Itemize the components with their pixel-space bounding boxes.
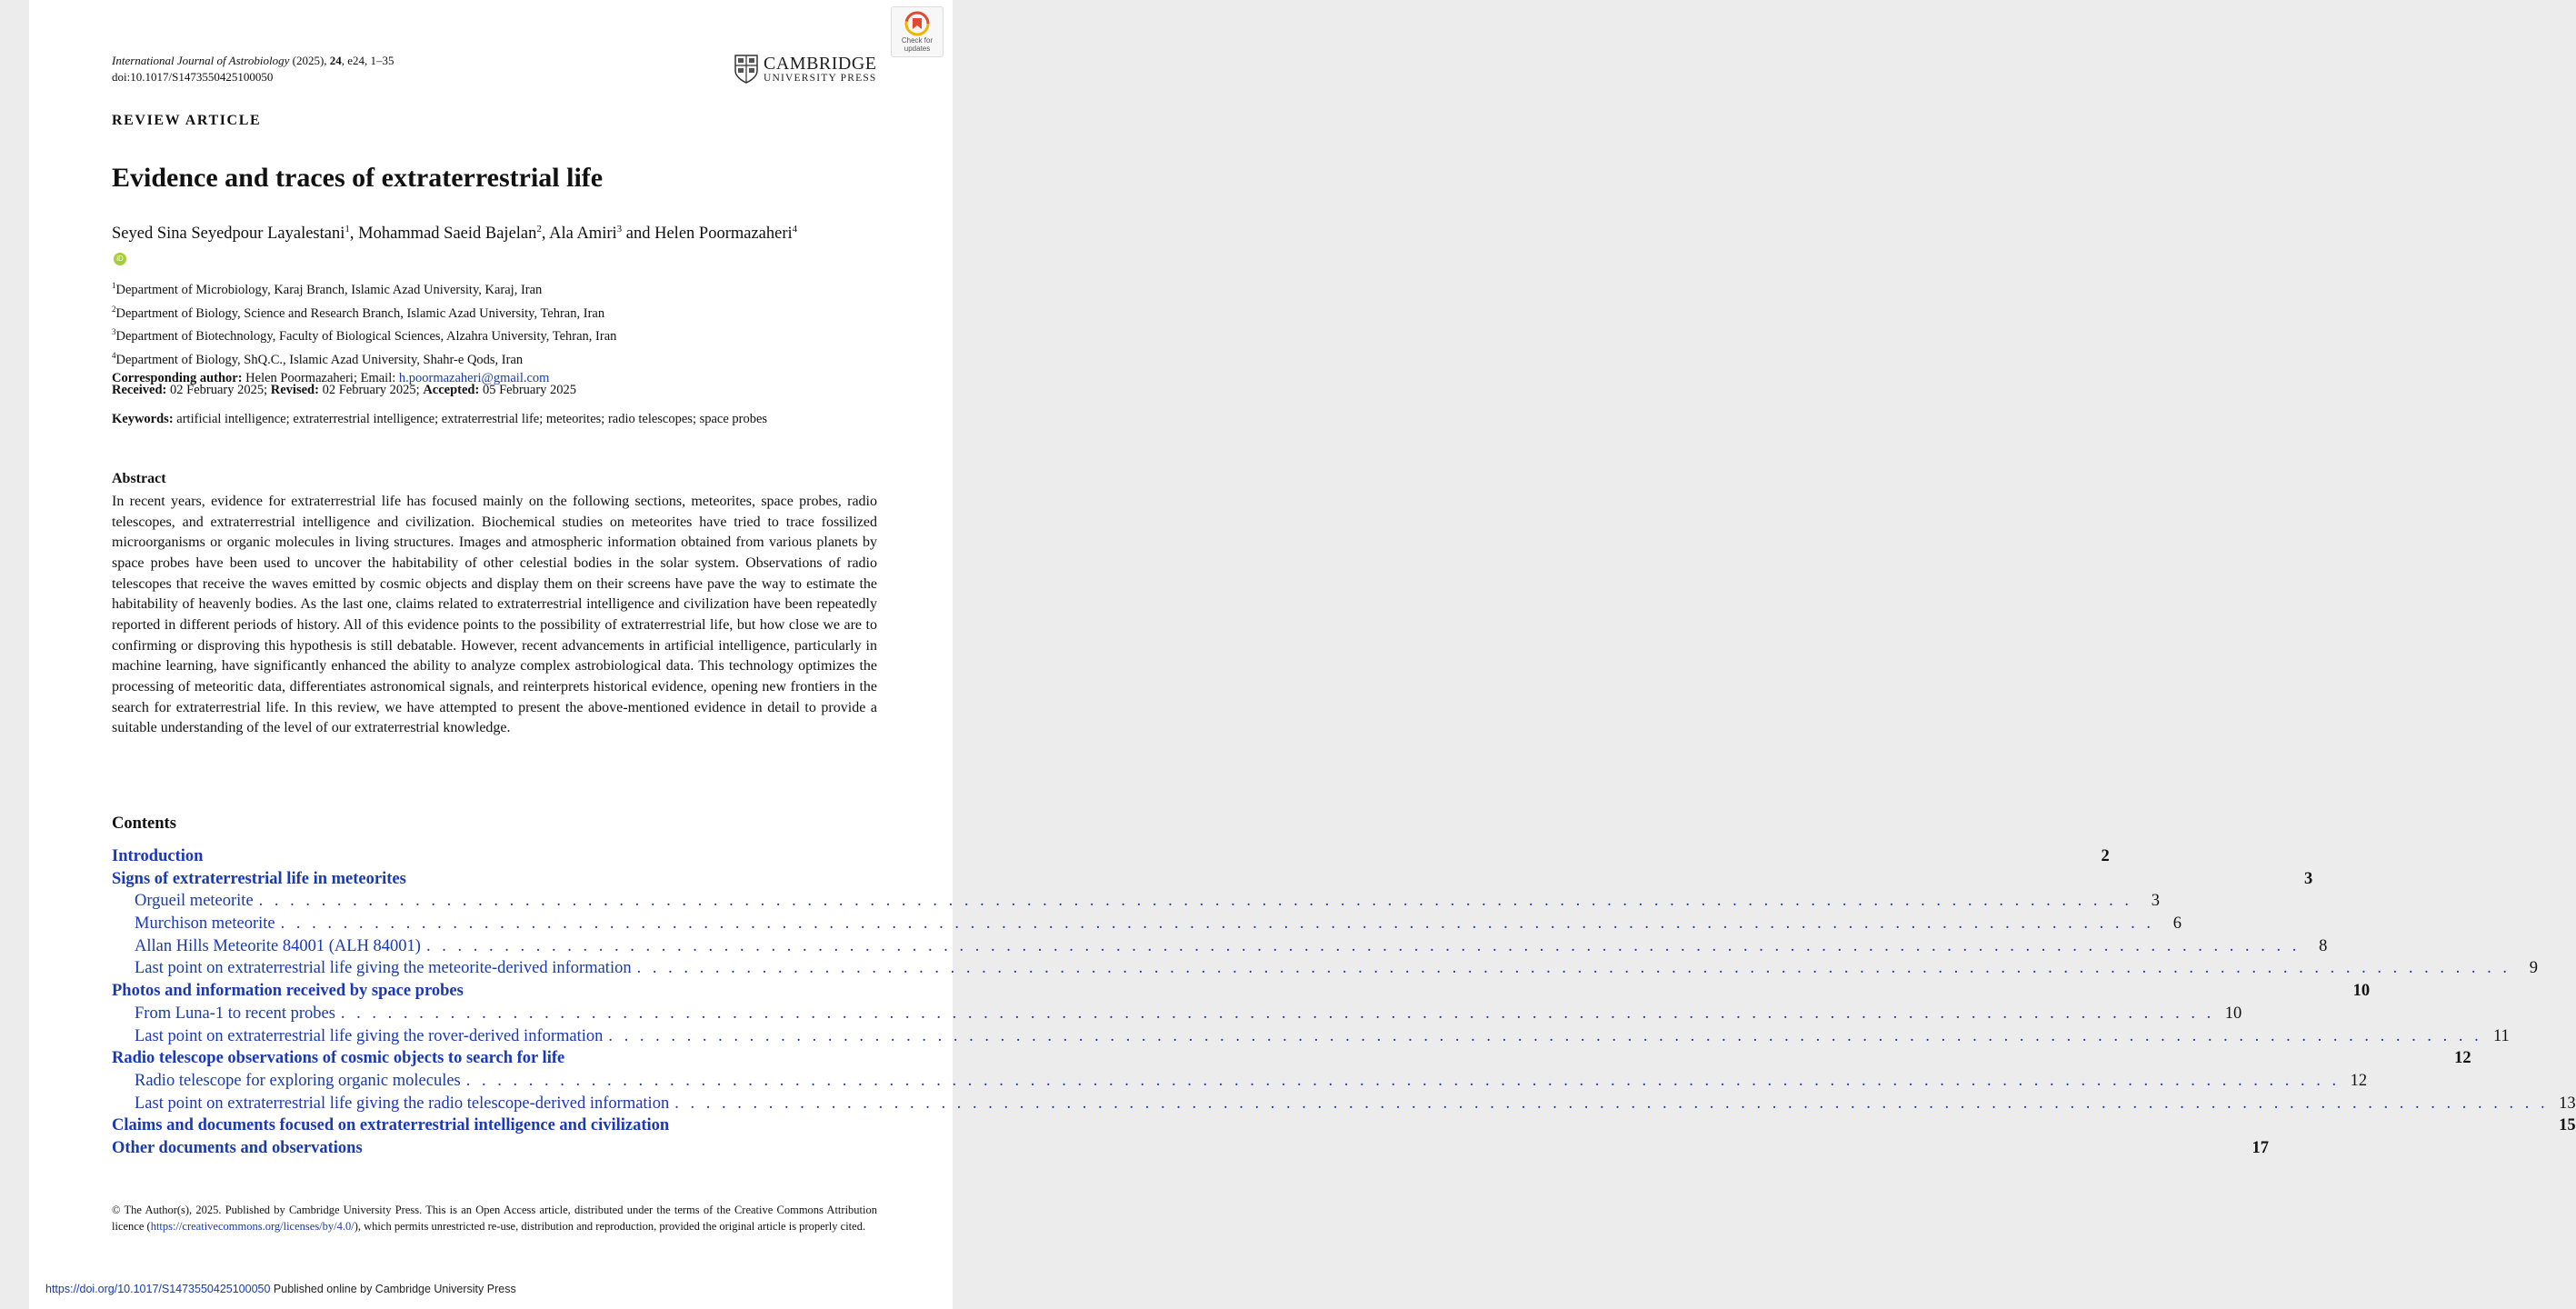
check-badge-line1: Check for xyxy=(901,36,934,45)
toc-entry-label[interactable]: Radio telescope for exploring organic molecules xyxy=(135,1071,461,1090)
abstract-heading: Abstract xyxy=(112,471,166,486)
toc-entry-label[interactable]: Last point on extraterrestrial life giving the rover-derived information xyxy=(135,1026,604,1045)
toc-entry[interactable] xyxy=(112,1004,2242,1027)
affiliation-item xyxy=(112,300,616,324)
toc-leader-dots: . . . . . . . . . . . . . . . . . . . . . . . . . . . . . . . . . . . . . . . . . . . . . . . . . . . . . . . . . . . . . . . . . . . . . . . . . . . . . . . . . . . . . . . . . . . . . . . . . . . . . . . . . . . . . . . . . . . . . . . . xyxy=(636,959,2511,978)
toc-entry-page: 8 xyxy=(2319,936,2328,955)
toc-entry-page: 13 xyxy=(2559,1094,2576,1113)
author-name[interactable]: Seyed Sina Seyedpour Layalestani xyxy=(112,225,345,244)
author-list xyxy=(112,218,803,266)
author-affil-sup: 3 xyxy=(616,224,623,235)
toc-entry-label[interactable]: Photos and information received by space probes xyxy=(112,982,464,1001)
toc-entry-label[interactable]: Last point on extraterrestrial life giving the radio telescope-derived information xyxy=(135,1094,670,1113)
article-dates xyxy=(112,382,576,398)
license-text-before: © The Author(s), 2025. Published by Cambridge University Press. This is an Open Access article, distributed under the terms of the Creative Commons Attribution licence ( xyxy=(112,1204,877,1233)
toc-entry-page: 12 xyxy=(2350,1071,2368,1090)
check-updates-icon xyxy=(905,12,929,35)
affiliation-text: Department of Biotechnology, Faculty of Biological Sciences, Alzahra University, Tehran, Iran xyxy=(115,328,617,344)
author-separator: , xyxy=(349,225,359,244)
license-link[interactable]: https://creativecommons.org/licenses/by/4.0/ xyxy=(150,1219,354,1233)
toc-entry[interactable] xyxy=(112,1026,2510,1050)
toc-entry-label[interactable]: From Luna-1 to recent probes xyxy=(135,1004,335,1023)
author-affil-sup: 1 xyxy=(344,224,350,235)
toc-entry-page: 15 xyxy=(2559,1116,2576,1135)
toc-entry[interactable] xyxy=(112,982,2371,1004)
toc-entry-label[interactable]: Orgueil meteorite xyxy=(135,892,254,911)
toc-leader-dots: . . . . . . . . . . . . . . . . . . . . . . . . . . . . . . . . . . . . . . . . . . . . . . . . . . . . . . . . . . . . . . . . . . . . . . . . . . . . . . . . . . . . . . . . . . . . . . . . . . . . . . . . . . . . . . . . . . . . . . . . xyxy=(258,892,2133,911)
table-of-contents xyxy=(112,847,2576,1162)
toc-entry[interactable] xyxy=(112,1116,2576,1139)
article-doi: doi:10.1017/S1473550425100050 xyxy=(112,70,274,84)
author-separator: and xyxy=(622,225,655,244)
toc-entry-page: 3 xyxy=(2303,869,2313,888)
publisher-logo xyxy=(734,55,877,85)
footer-published-text: Published online by Cambridge University Press xyxy=(270,1283,516,1295)
toc-entry[interactable] xyxy=(112,847,2110,870)
toc-entry-page: 6 xyxy=(2172,914,2182,934)
toc-entry-label[interactable]: Other documents and observations xyxy=(112,1138,363,1157)
publisher-subname: UNIVERSITY PRESS xyxy=(764,73,877,84)
check-for-updates-button[interactable] xyxy=(891,6,944,57)
toc-entry[interactable] xyxy=(112,1071,2368,1094)
received-label: Received: xyxy=(112,383,167,397)
license-text-after: ), which permits unrestricted re-use, distribution and reproduction, provided the original article is properly cited. xyxy=(354,1219,866,1233)
author-name[interactable]: Mohammad Saeid Bajelan xyxy=(358,225,537,244)
keywords-text: artificial intelligence; extraterrestrial intelligence; extraterrestrial life; meteorites; radio telescopes; space probes xyxy=(173,412,768,426)
journal-pages: , e24, 1–35 xyxy=(341,54,394,67)
author-name[interactable]: Helen Poormazaheri xyxy=(654,225,793,244)
toc-leader-dots: . . . . . . . . . . . . . . . . . . . . . . . . . . . . . . . . . . . . . . . . . . . . . . . . . . . . . . . . . . . . . . . . . . . . . . . . . . . . . . . . . . . . . . . . . . . . . . . . . . . . . . . . . . . . . . . . . . . . . . . . xyxy=(608,1026,2482,1045)
page-footer xyxy=(45,1283,516,1295)
toc-entry-label[interactable]: Introduction xyxy=(112,847,204,865)
accepted-label: Accepted: xyxy=(423,383,480,397)
toc-entry-page: 3 xyxy=(2151,892,2161,911)
revised-date: 02 February 2025; xyxy=(318,383,424,397)
keywords xyxy=(112,411,767,427)
affiliation-item xyxy=(112,276,616,300)
footer-doi-link[interactable]: https://doi.org/10.1017/S1473550425100050 xyxy=(45,1283,271,1295)
author-affil-sup: 2 xyxy=(536,224,542,235)
author-separator: , xyxy=(541,225,550,244)
abstract-text: In recent years, evidence for extraterrestrial life has focused mainly on the following sections, meteorites, space probes, radio telescopes, and extraterrestrial intelligence and civilization. Biochemical studies on meteorites have tried to trace fossilized microorganisms or organic molecules in living structures. Images and atmospheric information obtained from various planets by space probes have been used to uncover the habitability of other celestial bodies in the solar system. Observations of radio telescopes that receive the waves emitted by cosmic objects and display them on their screens have pave the way to estimate the habitability of heavenly bodies. As the last one, claims related to extraterrestrial intelligence and civilization have been repeatedly reported in different periods of history. All of this evidence points to the possibility of extraterrestrial life, but how close we are to confirming or disproving this hypothesis is still debatable. However, recent advancements in artificial intelligence, particularly in machine learning, have significantly enhanced the ability to analyze complex astrobiological data. This technology optimizes the processing of meteoritic data, differentiates astronomical signals, and reinterprets historical evidence, opening new frontiers in the search for extraterrestrial life. In this review, we have attempted to present the above-mentioned evidence in detail to provide a suitable understanding of the level of our extraterrestrial knowledge. xyxy=(112,494,877,736)
affiliation-sup: 4 xyxy=(112,350,116,360)
toc-entry-page: 11 xyxy=(2492,1026,2510,1045)
toc-entry-label[interactable]: Murchison meteorite xyxy=(135,914,275,934)
toc-entry[interactable] xyxy=(112,959,2538,982)
publisher-name: CAMBRIDGE xyxy=(764,54,877,74)
toc-leader-dots: . . . . . . . . . . . . . . . . . . . . . . . . . . . . . . . . . . . . . . . . . . . . . . . . . . . . . . . . . . . . . . . . . . . . . . . . . . . . . . . . . . . . . . . . . . . . . . . . . . . . . . . . . . . . . . . . . . . . . . . . xyxy=(674,1094,2549,1113)
affiliation-sup: 1 xyxy=(112,281,116,290)
affiliation-sup: 2 xyxy=(112,304,116,314)
corresponding-text: Helen Poormazaheri; Email: xyxy=(242,371,399,386)
toc-entry-page: 12 xyxy=(2454,1049,2471,1068)
toc-entry-label[interactable]: Radio telescope observations of cosmic objects to search for life xyxy=(112,1049,565,1068)
license-statement xyxy=(112,1203,877,1234)
author-name[interactable]: Ala Amiri xyxy=(549,225,617,244)
author-affil-sup: 4 xyxy=(792,224,798,235)
journal-year: (2025), xyxy=(289,54,330,67)
toc-entry[interactable] xyxy=(112,914,2182,937)
toc-entry[interactable] xyxy=(112,869,2313,893)
journal-name: International Journal of Astrobiology xyxy=(112,54,290,67)
toc-entry-page: 10 xyxy=(2352,982,2371,1001)
revised-label: Revised: xyxy=(270,383,319,397)
corresponding-email-link[interactable]: h.poormazaheri@gmail.com xyxy=(398,371,550,386)
toc-leader-dots: . . . . . . . . . . . . . . . . . . . . . . . . . . . . . . . . . . . . . . . . . . . . . . . . . . . . . . . . . . . . . . . . . . . . . . . . . . . . . . . . . . . . . . . . . . . . . . . . . . . . . . . . . . . . . . . . . . . . . . . . xyxy=(425,936,2301,955)
received-date: 02 February 2025; xyxy=(166,383,271,397)
toc-entry[interactable] xyxy=(112,936,2328,960)
orcid-icon[interactable]: iD xyxy=(114,253,126,265)
contents-heading: Contents xyxy=(112,814,176,833)
toc-leader-dots: . . . . . . . . . . . . . . . . . . . . . . . . . . . . . . . . . . . . . . . . . . . . . . . . . . . . . . . . . . . . . . . . . . . . . . . . . . . . . . . . . . . . . . . . . . . . . . . . . . . . . . . . . . . . . . . . . . . . . . . . xyxy=(465,1071,2341,1090)
toc-leader-dots: . . . . . . . . . . . . . . . . . . . . . . . . . . . . . . . . . . . . . . . . . . . . . . . . . . . . . . . . . . . . . . . . . . . . . . . . . . . . . . . . . . . . . . . . . . . . . . . . . . . . . . . . . . . . . . . . . . . . . . . . xyxy=(280,914,2155,934)
toc-entry-label[interactable]: Allan Hills Meteorite 84001 (ALH 84001) xyxy=(135,936,421,955)
journal-citation xyxy=(112,53,394,68)
toc-entry-label[interactable]: Signs of extraterrestrial life in meteorites xyxy=(112,869,406,888)
toc-leader-dots: . . . . . . . . . . . . . . . . . . . . . . . . . . . . . . . . . . . . . . . . . . . . . . . . . . . . . . . . . . . . . . . . . . . . . . . . . . . . . . . . . . . . . . . . . . . . . . . . . . . . . . . . . . . . . . . . . . . . . . . . xyxy=(340,1004,2215,1023)
affiliation-item xyxy=(112,323,616,346)
toc-entry-page: 10 xyxy=(2224,1004,2242,1023)
toc-entry-page: 9 xyxy=(2529,959,2538,978)
affiliation-text: Department of Biology, Science and Research Branch, Islamic Azad University, Tehran, Iran xyxy=(115,305,605,321)
toc-entry[interactable] xyxy=(112,892,2161,914)
affiliation-text: Department of Microbiology, Karaj Branch, Islamic Azad University, Karaj, Iran xyxy=(115,282,543,297)
toc-entry-page: 2 xyxy=(2101,847,2110,865)
affiliation-item xyxy=(112,346,616,370)
affiliation-text: Department of Biology, ShQ.C., Islamic Azad University, Shahr-e Qods, Iran xyxy=(115,352,524,367)
article-title: Evidence and traces of extraterrestrial life xyxy=(112,163,604,193)
keywords-label: Keywords: xyxy=(112,412,174,426)
toc-entry[interactable] xyxy=(112,1138,2270,1162)
toc-entry[interactable] xyxy=(112,1049,2471,1072)
corresponding-label: Corresponding author: xyxy=(112,371,243,386)
journal-volume: 24 xyxy=(329,54,342,67)
toc-entry-label[interactable]: Claims and documents focused on extraterrestrial intelligence and civilization xyxy=(112,1116,670,1135)
toc-entry[interactable] xyxy=(112,1094,2576,1117)
affiliations xyxy=(112,276,616,388)
toc-entry-page: 17 xyxy=(2252,1138,2270,1157)
cambridge-shield-icon xyxy=(734,55,758,84)
article-type: REVIEW ARTICLE xyxy=(112,113,262,128)
accepted-date: 05 February 2025 xyxy=(479,383,577,397)
affiliation-sup: 3 xyxy=(112,327,116,337)
toc-entry-label[interactable]: Last point on extraterrestrial life giving the meteorite-derived information xyxy=(135,959,632,978)
check-badge-line2: updates xyxy=(904,44,931,53)
